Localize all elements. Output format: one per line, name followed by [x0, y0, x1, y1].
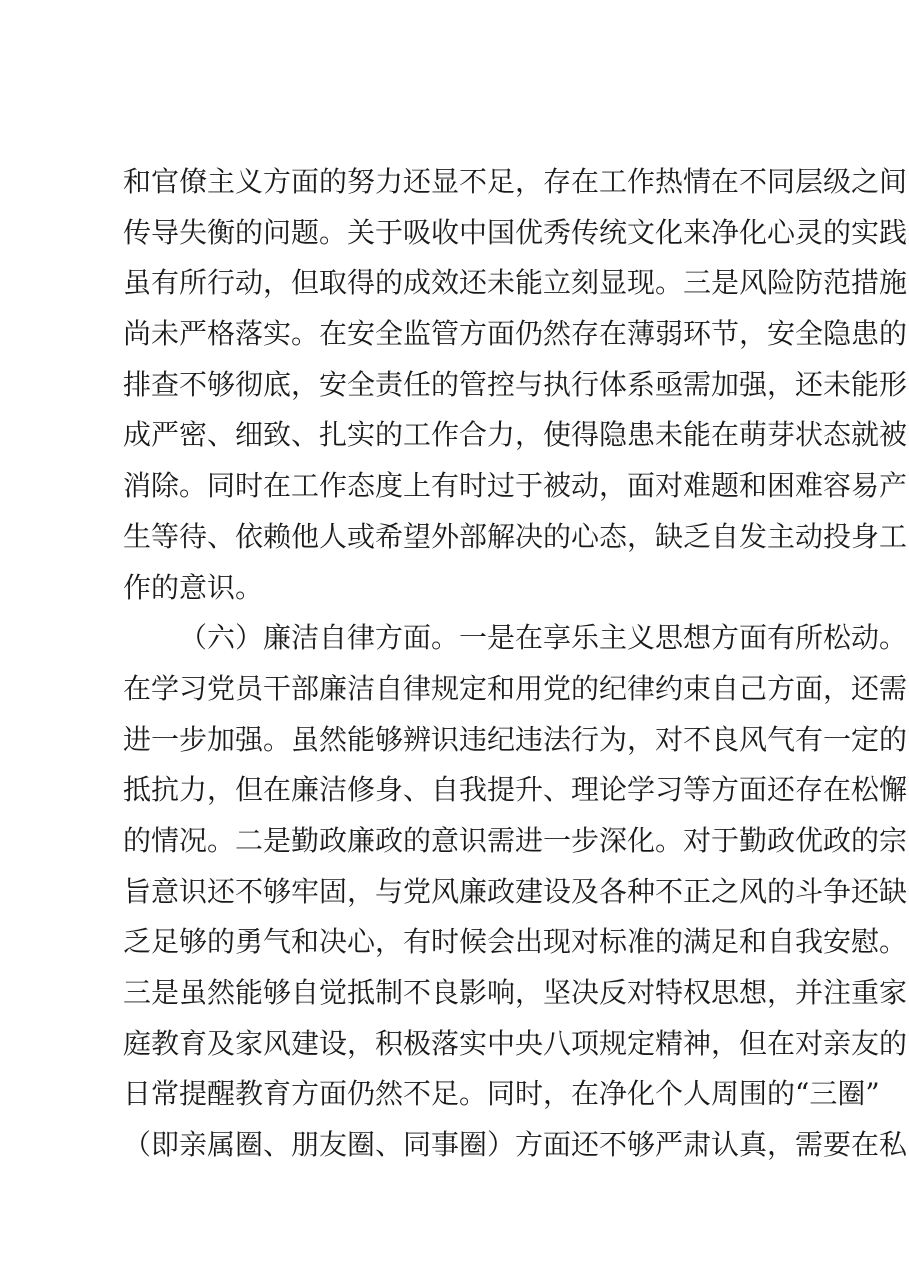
- text-line: 生等待、依赖他人或希望外部解决的心态，缺乏自发主动投身工: [123, 519, 908, 553]
- text-line: 尚未严格落实。在安全监管方面仍然存在薄弱环节，安全隐患的: [123, 317, 908, 351]
- text-line: （即亲属圈、朋友圈、同事圈）方面还不够严肃认真，需要在私: [123, 1128, 908, 1162]
- text-line: 日常提醒教育方面仍然不足。同时，在净化个人周围的“三圈”: [123, 1077, 880, 1111]
- text-line: 消除。同时在工作态度上有时过于被动，面对难题和困难容易产: [123, 469, 908, 503]
- text-line: 传导失衡的问题。关于吸收中国优秀传统文化来净化心灵的实践: [123, 215, 908, 249]
- text-line: 虽有所行动，但取得的成效还未能立刻显现。三是风险防范措施: [123, 266, 908, 300]
- text-line: 和官僚主义方面的努力还显不足，存在工作热情在不同层级之间: [123, 165, 908, 198]
- text-line: 旨意识还不够牢固，与党风廉政建设及各种不正之风的斗争还缺: [123, 874, 908, 908]
- text-line: 乏足够的勇气和决心，有时候会出现对标准的满足和自我安慰。: [123, 925, 908, 959]
- body-text: [123, 157, 908, 1171]
- text-line: 抵抗力，但在廉洁修身、自我提升、理论学习等方面还存在松懈: [123, 773, 908, 807]
- text-line: 作的意识。: [123, 570, 264, 604]
- text-line: 进一步加强。虽然能够辨识违纪违法行为，对不良风气有一定的: [123, 722, 908, 756]
- text-line: 三是虽然能够自觉抵制不良影响，坚决反对特权思想，并注重家: [123, 976, 908, 1009]
- text-line: 成严密、细致、扎实的工作合力，使得隐患未能在萌芽状态就被: [123, 418, 908, 452]
- text-line: 庭教育及家风建设，积极落实中央八项规定精神，但在对亲友的: [123, 1026, 908, 1060]
- text-line: 在学习党员干部廉洁自律规定和用党的纪律约束自己方面，还需: [123, 671, 908, 705]
- text-line: 排查不够彻底，安全责任的管控与执行体系亟需加强，还未能形: [123, 367, 908, 401]
- text-line: 的情况。二是勤政廉政的意识需进一步深化。对于勤政优政的宗: [123, 823, 908, 857]
- section-heading-line: （六）廉洁自律方面。一是在享乐主义思想方面有所松动。: [179, 621, 908, 655]
